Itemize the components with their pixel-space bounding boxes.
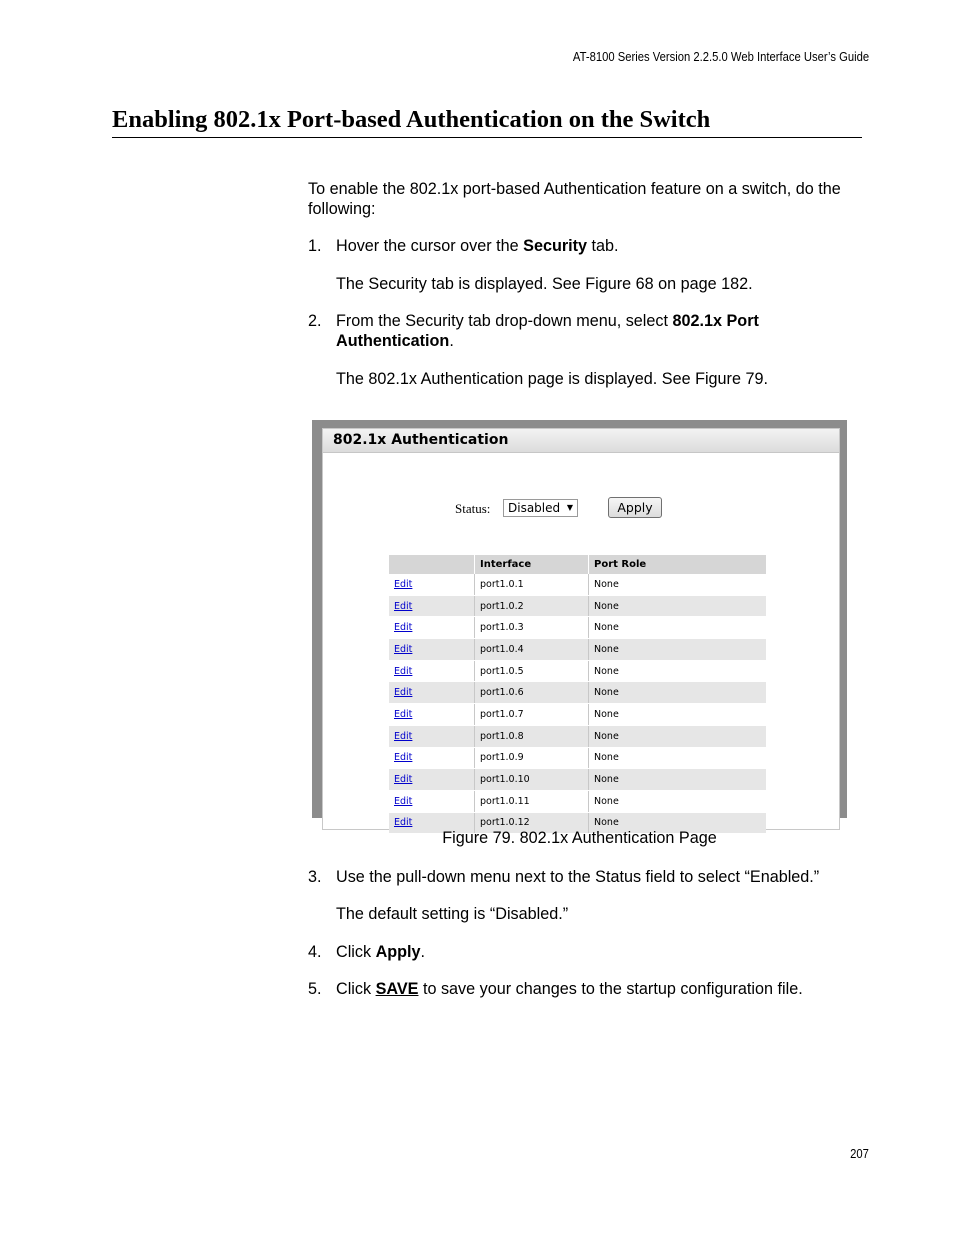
- step-text: Hover the cursor over the: [336, 237, 524, 255]
- interface-cell: port1.0.7: [475, 704, 589, 726]
- role-cell: None: [589, 682, 767, 704]
- status-value: Disabled: [508, 501, 561, 515]
- interface-cell: port1.0.10: [475, 769, 589, 791]
- step-3-note: The default setting is “Disabled.”: [336, 905, 569, 923]
- page-number: 207: [850, 1147, 869, 1161]
- edit-link[interactable]: Edit: [394, 817, 413, 829]
- role-cell: None: [589, 639, 767, 661]
- interface-cell: port1.0.5: [475, 660, 589, 682]
- role-cell: None: [589, 574, 767, 595]
- edit-link[interactable]: Edit: [394, 795, 413, 807]
- panel-title: 802.1x Authentication: [323, 429, 839, 453]
- step-3: [308, 867, 856, 887]
- status-row: [323, 497, 839, 521]
- interface-cell: port1.0.2: [475, 595, 589, 617]
- table-row: [389, 704, 766, 726]
- interface-cell: port1.0.12: [475, 812, 589, 834]
- table-row: [389, 660, 766, 682]
- column-header: Interface: [475, 555, 589, 574]
- step-text: .: [420, 943, 426, 961]
- table-row: [389, 790, 766, 812]
- step-bold: 802.1x Port Authentication: [336, 312, 759, 350]
- status-label: Status:: [455, 501, 491, 516]
- interface-cell: port1.0.3: [475, 617, 589, 639]
- table-row: [389, 617, 766, 639]
- column-header: [389, 555, 475, 574]
- step-text: Click: [336, 943, 376, 961]
- table-row: [389, 725, 766, 747]
- edit-link[interactable]: Edit: [394, 578, 413, 590]
- step-number: 5.: [308, 980, 322, 998]
- edit-link[interactable]: Edit: [394, 622, 413, 634]
- step-1-note: The Security tab is displayed. See Figure 68 on page 182.: [336, 275, 753, 293]
- step-number: 2.: [308, 312, 322, 330]
- edit-link[interactable]: Edit: [394, 600, 413, 612]
- step-2: [308, 311, 856, 351]
- chevron-down-icon: ▼: [566, 503, 573, 512]
- role-cell: None: [589, 812, 767, 834]
- column-header: Port Role: [589, 555, 767, 574]
- interface-cell: port1.0.8: [475, 725, 589, 747]
- step-text: Click: [336, 980, 376, 998]
- table-row: [389, 769, 766, 791]
- edit-link[interactable]: Edit: [394, 665, 413, 677]
- table-row: [389, 639, 766, 661]
- step-1: [308, 236, 856, 256]
- figure-screenshot: [312, 420, 847, 829]
- section-title: Enabling 802.1x Port-based Authentication on the Switch: [112, 106, 862, 138]
- step-number: 1.: [308, 237, 322, 255]
- role-cell: None: [589, 747, 767, 769]
- figure-caption: Figure 79. 802.1x Authentication Page: [442, 829, 717, 847]
- step-text: tab.: [587, 237, 619, 255]
- table-row: [389, 682, 766, 704]
- edit-link[interactable]: Edit: [394, 752, 413, 764]
- auth-panel: [322, 428, 840, 830]
- table-row: [389, 595, 766, 617]
- step-bold: SAVE: [375, 980, 419, 998]
- edit-link[interactable]: Edit: [394, 687, 413, 699]
- role-cell: None: [589, 660, 767, 682]
- edit-link[interactable]: Edit: [394, 708, 413, 720]
- intro-paragraph: To enable the 802.1x port-based Authentication feature on a switch, do the following:: [308, 180, 841, 218]
- role-cell: None: [589, 790, 767, 812]
- step-5: [308, 979, 856, 999]
- table-row: [389, 747, 766, 769]
- edit-link[interactable]: Edit: [394, 774, 413, 786]
- ports-table: [389, 555, 766, 834]
- step-4: [308, 942, 856, 962]
- edit-link[interactable]: Edit: [394, 643, 413, 655]
- table-row: [389, 574, 766, 595]
- role-cell: None: [589, 704, 767, 726]
- step-text: .: [449, 332, 454, 350]
- running-header: AT-8100 Series Version 2.2.5.0 Web Interface User’s Guide: [572, 50, 869, 64]
- interface-cell: port1.0.11: [475, 790, 589, 812]
- interface-cell: port1.0.6: [475, 682, 589, 704]
- step-2-note: The 802.1x Authentication page is displayed. See Figure 79.: [336, 370, 768, 388]
- step-text: to save your changes to the startup configuration file.: [418, 980, 803, 998]
- step-text: Use the pull-down menu next to the Status field to select “Enabled.”: [336, 868, 820, 886]
- step-bold: Apply: [375, 943, 421, 961]
- interface-cell: port1.0.9: [475, 747, 589, 769]
- status-dropdown[interactable]: [503, 499, 578, 517]
- table-header-row: [389, 555, 766, 574]
- role-cell: None: [589, 725, 767, 747]
- step-number: 3.: [308, 868, 322, 886]
- interface-cell: port1.0.1: [475, 574, 589, 595]
- step-bold: Security: [523, 237, 588, 255]
- role-cell: None: [589, 769, 767, 791]
- edit-link[interactable]: Edit: [394, 730, 413, 742]
- apply-button[interactable]: Apply: [608, 497, 662, 518]
- step-number: 4.: [308, 943, 322, 961]
- interface-cell: port1.0.4: [475, 639, 589, 661]
- step-text: From the Security tab drop-down menu, select: [336, 312, 673, 330]
- role-cell: None: [589, 595, 767, 617]
- role-cell: None: [589, 617, 767, 639]
